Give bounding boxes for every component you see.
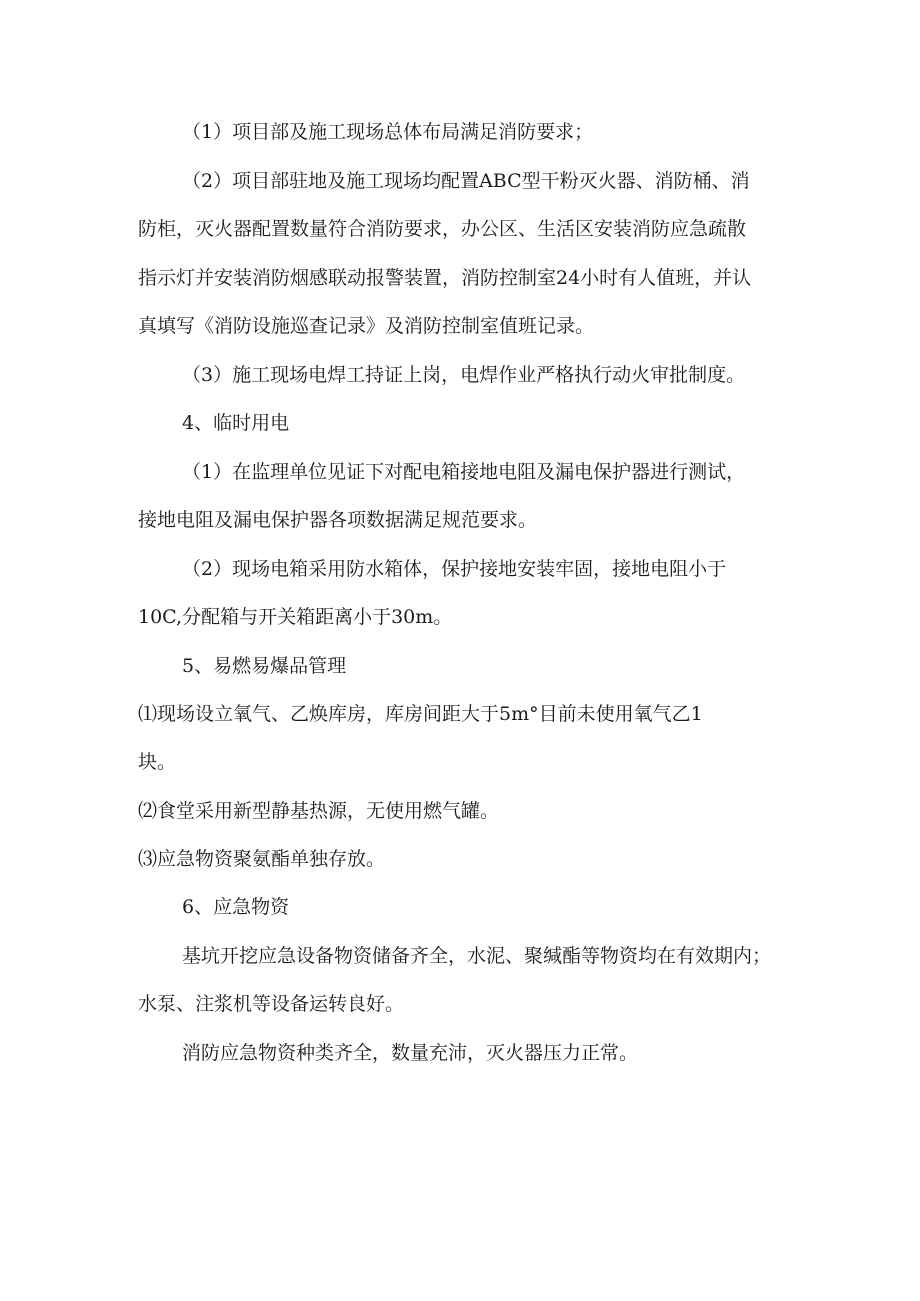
section3-item2-line2: 防柜，灭火器配置数量符合消防要求，办公区、生活区安装消防应急疏散 <box>138 218 747 240</box>
heading-emergency-supplies: 6、应急物资 <box>182 896 290 918</box>
section6-para2: 消防应急物资种类齐全，数量充沛，灭火器压力正常。 <box>182 1042 639 1064</box>
section3-item2-line1: （2）项目部驻地及施工现场均配置ABC型干粉灭火器、消防桶、消 <box>182 170 750 192</box>
section4-item1-line2: 接地电阻及漏电保护器各项数据满足规范要求。 <box>138 509 538 531</box>
section5-item1-line1: ⑴现场设立氧气、乙焕库房，库房间距大于5m°目前未使用氧气乙1 <box>138 703 703 725</box>
section6-para1-line2: 水泵、注浆机等设备运转良好。 <box>138 993 405 1015</box>
section6-para1-line1: 基坑开挖应急设备物资储备齐全，水泥、聚缄酯等物资均在有效期内； <box>182 945 772 967</box>
section3-item3: （3）施工现场电焊工持证上岗，电焊作业严格执行动火审批制度。 <box>182 364 746 386</box>
section3-item1: （1）项目部及施工现场总体布局满足消防要求； <box>182 121 594 143</box>
section4-item1-line1: （1）在监理单位见证下对配电箱接地电阻及漏电保护器进行测试， <box>182 461 746 483</box>
section4-item2-line1: （2）现场电箱采用防水箱体，保护接地安装牢固，接地电阻小于 <box>182 558 727 580</box>
section3-item2-line4: 真填写《消防设施巡查记录》及消防控制室值班记录。 <box>138 315 595 337</box>
heading-temporary-electricity: 4、临时用电 <box>182 412 290 434</box>
section5-item3: ⑶应急物资聚氨酯单独存放。 <box>138 848 386 870</box>
section5-item1-line2: 块。 <box>138 751 177 773</box>
section5-item2: ⑵食堂采用新型静基热源，无使用燃气罐。 <box>138 800 500 822</box>
section3-item2-line3: 指示灯并安装消防烟感联动报警装置，消防控制室24小时有人值班，并认 <box>138 267 752 289</box>
heading-flammable-goods: 5、易燃易爆品管理 <box>182 655 347 677</box>
section4-item2-line2: 10C,分配箱与开关箱距离小于30m。 <box>138 606 453 628</box>
